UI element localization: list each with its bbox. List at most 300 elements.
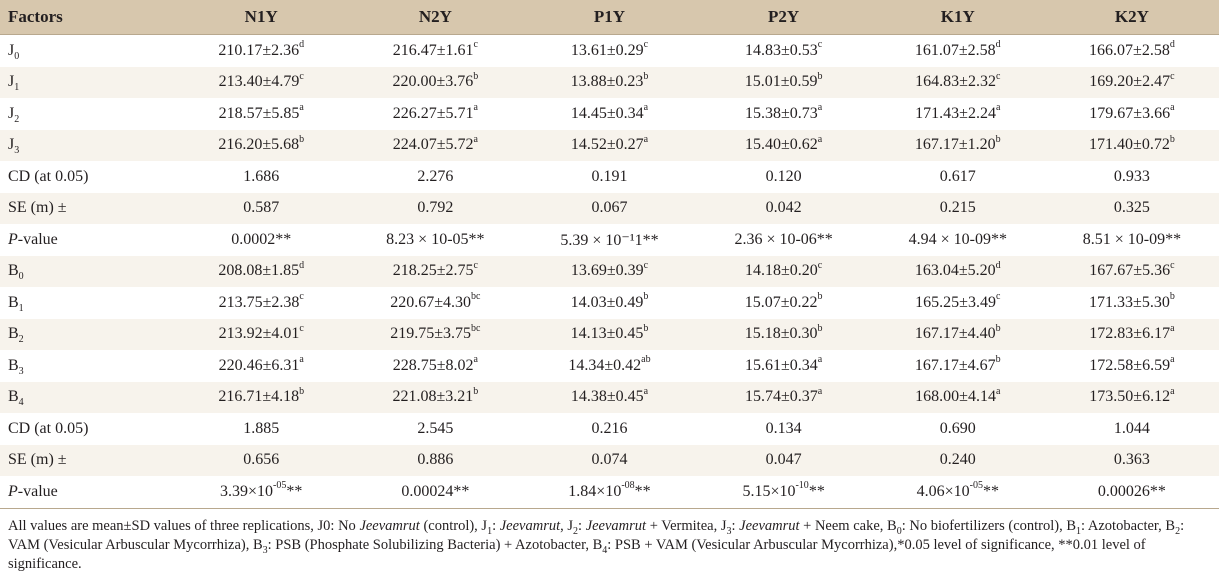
factor-subscript: 3 [18,365,24,377]
cell-value: 0.792 [417,199,454,217]
cell-value: 172.83±6.17 [1089,325,1171,343]
cell-value: 168.00±4.14 [915,388,996,406]
value-cell [697,350,871,382]
footnote-text: 2 [573,525,579,537]
cell-value: 220.46±6.31 [218,356,300,374]
cell-superscript: bc [471,291,481,303]
cell-value: 226.27±5.71 [392,104,474,122]
value-cell [1045,130,1219,162]
value-cell [348,287,522,319]
cell-value: 14.03±0.49 [570,293,644,311]
footnote-text: : [731,517,740,534]
cell-superscript: a [473,133,478,145]
cell-value: 216.20±5.68 [218,136,300,154]
factor-label: SE (m) ± [8,451,67,469]
table-row [0,476,1219,508]
cell-value: 220.00±3.76 [392,73,474,91]
cell-value: 164.83±2.32 [915,73,996,91]
value-cell [522,350,696,382]
cell-superscript: a [473,102,478,114]
cell-value: 13.88±0.23 [570,73,644,91]
cell-superscript: a [1170,354,1175,366]
value-cell [174,350,348,382]
cell-value: 169.20±2.47 [1089,73,1171,91]
footnote-text: : Azotobacter, B [1081,517,1176,534]
factor-cell [0,256,174,288]
footnote-text: : PSB + VAM (Vesicular Arbuscular Mycorrhiza),*0.05 level of significance, **0.01 level of significance. [8,536,1146,572]
factor-cell [0,287,174,319]
value-cell [348,224,522,256]
footnote-text: Jeevamrut [499,517,561,534]
factor-cell [0,193,174,225]
cell-value: 228.75±8.02 [392,356,474,374]
cell-value: 4.06×10 [916,482,970,500]
value-cell [522,35,696,67]
cell-value: 165.25±3.49 [915,293,996,311]
footnote-text: : PSB (Phosphate Solubilizing Bacteria) + Azotobacter, B [267,536,603,553]
cell-value: 0.0002** [231,230,292,248]
table-row [0,413,1219,445]
table-row [0,287,1219,319]
value-cell [1045,35,1219,67]
value-cell [522,287,696,319]
value-cell [1045,413,1219,445]
cell-suffix: ** [634,482,651,500]
factor-label: B [8,356,19,374]
value-cell [1045,319,1219,351]
cell-superscript: d [995,259,1001,271]
factor-label: J [8,104,15,122]
value-cell [174,161,348,193]
footnote-text: : [578,517,586,534]
footnote-text: : VAM (Vesicular Arbuscular Mycorrhiza), B [8,517,1185,553]
cell-value: 171.33±5.30 [1089,293,1170,311]
cell-value: 3.39×10 [220,482,274,500]
value-cell [871,287,1045,319]
value-cell [348,382,522,414]
cell-value: 0.042 [765,199,802,217]
cell-superscript: c [1170,70,1175,82]
value-cell [697,67,871,99]
factor-italic: P [8,482,18,500]
cell-superscript: d [995,39,1001,51]
value-cell [697,98,871,130]
table-row [0,382,1219,414]
value-cell [697,413,871,445]
cell-superscript: a [643,102,649,114]
cell-superscript: c [299,291,304,303]
cell-value: 15.40±0.62 [745,136,818,154]
value-cell [1045,445,1219,477]
value-cell [174,476,348,508]
cell-value: 0.690 [939,419,976,437]
cell-superscript: b [643,291,649,303]
cell-value: 0.240 [939,451,976,469]
cell-value: 210.17±2.36 [218,41,300,59]
table-footnote [0,509,1219,574]
value-cell [522,319,696,351]
value-cell [871,67,1045,99]
value-cell [697,382,871,414]
cell-superscript: c [995,70,1001,82]
cell-superscript: d [299,39,305,51]
factor-cell [0,224,174,256]
cell-suffix: ** [286,482,303,500]
footnote-text: 3 [726,525,732,537]
factor-cell [0,98,174,130]
table-row [0,98,1219,130]
value-cell [174,130,348,162]
cell-superscript: b [1169,291,1175,303]
value-cell [871,382,1045,414]
cell-value: 14.83±0.53 [745,41,818,59]
factor-label: J [8,41,15,59]
cell-value: 173.50±6.12 [1089,388,1171,406]
cell-value: 163.04±5.20 [914,262,996,280]
cell-value: 0.617 [939,167,976,185]
cell-value: 218.25±2.75 [392,262,474,280]
factor-cell [0,35,174,67]
cell-value: 0.067 [591,199,628,217]
value-cell [1045,193,1219,225]
cell-superscript: c [643,259,649,271]
value-cell [871,256,1045,288]
footnote-text: , J [560,517,574,534]
table-row [0,256,1219,288]
factor-label: CD (at 0.05) [8,419,89,437]
value-cell [174,256,348,288]
cell-superscript: b [643,322,649,334]
factor-label: CD (at 0.05) [8,167,89,185]
value-cell [697,130,871,162]
cell-superscript: b [995,322,1001,334]
cell-superscript: b [299,133,305,145]
cell-value: 5.39 × 10⁻¹1** [560,231,659,249]
table-row [0,67,1219,99]
column-header-n2y: N2Y [348,0,522,35]
value-cell [348,476,522,508]
factor-italic: P [8,230,18,248]
cell-value: 0.215 [939,199,976,217]
footnote-text: 3 [262,544,268,556]
table-body [0,35,1219,509]
cell-superscript: a [1170,322,1175,334]
value-cell [871,130,1045,162]
cell-value: 0.00024** [401,482,470,500]
factor-subscript: 1 [14,82,20,94]
footnote-text: : No biofertilizers (control), B [901,517,1077,534]
factor-cell [0,319,174,351]
value-cell [522,98,696,130]
cell-value: 0.325 [1113,199,1150,217]
cell-value: 13.69±0.39 [570,262,644,280]
cell-superscript: a [995,385,1001,397]
cell-superscript: c [817,259,823,271]
cell-value: 0.120 [765,167,802,185]
cell-value: 0.363 [1113,451,1150,469]
factor-label: B [8,388,19,406]
cell-value: 166.07±2.58 [1089,41,1170,59]
value-cell [174,35,348,67]
value-cell [697,287,871,319]
footnote-text: + Neem cake, B [799,517,897,534]
cell-value: 0.933 [1113,167,1150,185]
factor-subscript: 3 [14,145,20,157]
cell-superscript: b [995,133,1001,145]
value-cell [697,476,871,508]
value-cell [697,256,871,288]
factor-subscript: 0 [18,271,24,283]
cell-value: 4.94 × 10-09** [908,230,1007,248]
cell-value: 220.67±4.30 [390,293,472,311]
cell-value: 216.71±4.18 [218,388,300,406]
value-cell [1045,161,1219,193]
value-cell [522,382,696,414]
cell-value: 213.40±4.79 [218,73,300,91]
value-cell [871,224,1045,256]
cell-value: 15.07±0.22 [744,293,818,311]
cell-value: 0.074 [591,451,628,469]
factor-cell [0,413,174,445]
cell-value: 14.34±0.42 [568,356,642,374]
cell-superscript: b [1169,133,1175,145]
cell-value: 213.92±4.01 [218,325,300,343]
value-cell [522,413,696,445]
factor-subscript: 0 [14,50,20,62]
cell-value: 167.17±4.67 [914,356,996,374]
value-cell [697,193,871,225]
value-cell [697,161,871,193]
footnote-text: 1 [1076,525,1082,537]
value-cell [348,130,522,162]
factor-cell [0,350,174,382]
cell-superscript: a [817,102,823,114]
column-header-n1y: N1Y [174,0,348,35]
cell-value: 15.01±0.59 [744,73,818,91]
table-row [0,161,1219,193]
value-cell [348,35,522,67]
factor-cell [0,130,174,162]
cell-value: 218.57±5.85 [218,104,300,122]
cell-superscript: a [1170,102,1175,114]
footnote-text: 2 [1175,525,1181,537]
value-cell [348,350,522,382]
footnote-text: 1 [487,525,493,537]
factor-cell [0,161,174,193]
column-header-p1y: P1Y [522,0,696,35]
cell-superscript: c [299,70,304,82]
value-cell [174,445,348,477]
cell-superscript: c [817,39,823,51]
value-cell [697,319,871,351]
cell-superscript: b [473,385,479,397]
factor-label: -value [17,230,58,248]
cell-superscript: c [643,39,649,51]
cell-value: 1.885 [243,419,280,437]
value-cell [522,67,696,99]
table-row [0,445,1219,477]
factor-cell [0,445,174,477]
cell-value: 0.00026** [1097,482,1166,500]
cell-value: 15.61±0.34 [745,356,818,374]
column-header-k1y: K1Y [871,0,1045,35]
factor-cell [0,382,174,414]
factor-label: J [8,73,15,91]
cell-value: 0.587 [243,199,280,217]
cell-superscript: b [817,70,823,82]
footnote-text: Jeevamrut [739,517,800,534]
value-cell [1045,67,1219,99]
cell-value: 171.40±0.72 [1089,136,1170,154]
value-cell [348,98,522,130]
value-cell [1045,256,1219,288]
cell-superscript: a [1170,385,1175,397]
value-cell [871,445,1045,477]
value-cell [348,193,522,225]
cell-superscript: c [473,259,478,271]
table-row [0,224,1219,256]
cell-superscript: a [299,102,304,114]
value-cell [697,445,871,477]
cell-superscript: a [995,102,1001,114]
cell-superscript: b [473,70,479,82]
cell-value: 167.17±1.20 [914,136,996,154]
cell-value: 208.08±1.85 [218,262,300,280]
value-cell [871,161,1045,193]
value-cell [1045,382,1219,414]
value-cell [174,319,348,351]
value-cell [348,445,522,477]
footnote-text: All values are mean±SD values of three replications, J0: No [8,517,360,534]
value-cell [871,350,1045,382]
footnote-text: Jeevamrut [359,517,420,534]
cell-superscript: b [817,322,823,334]
cell-superscript: -08 [621,480,635,492]
value-cell [1045,224,1219,256]
value-cell [522,193,696,225]
factor-subscript: 4 [18,397,24,409]
cell-value: 216.47±1.61 [392,41,474,59]
cell-value: 161.07±2.58 [914,41,996,59]
value-cell [174,193,348,225]
footnote-text: 0 [896,525,902,537]
cell-value: 0.216 [591,419,628,437]
value-cell [1045,476,1219,508]
value-cell [348,161,522,193]
cell-value: 0.656 [243,451,280,469]
footnote-text: + Vermitea, J [646,517,727,534]
value-cell [348,256,522,288]
value-cell [522,161,696,193]
cell-value: 0.047 [765,451,802,469]
factor-subscript: 2 [14,113,20,125]
cell-value: 15.74±0.37 [745,388,818,406]
value-cell [871,98,1045,130]
cell-value: 2.545 [417,419,454,437]
cell-value: 224.07±5.72 [392,136,474,154]
cell-superscript: b [817,291,823,303]
cell-superscript: -05 [273,480,287,492]
cell-value: 14.52±0.27 [570,136,644,154]
value-cell [348,319,522,351]
cell-superscript: a [643,133,649,145]
table-row [0,130,1219,162]
cell-suffix: ** [808,482,825,500]
cell-superscript: a [817,354,823,366]
cell-value: 2.276 [417,167,454,185]
value-cell [174,224,348,256]
cell-superscript: a [643,385,649,397]
value-cell [174,382,348,414]
value-cell [174,287,348,319]
cell-superscript: c [1170,259,1175,271]
cell-value: 1.686 [243,167,280,185]
table-row [0,35,1219,67]
value-cell [871,35,1045,67]
footnote-text: Jeevamrut [585,517,647,534]
factor-label: B [8,325,19,343]
cell-value: 15.38±0.73 [745,104,818,122]
factor-cell [0,67,174,99]
column-header-p2y: P2Y [697,0,871,35]
cell-value: 179.67±3.66 [1089,104,1171,122]
factor-subscript: 1 [18,302,24,314]
cell-value: 5.15×10 [742,482,796,500]
value-cell [174,98,348,130]
cell-value: 13.61±0.29 [570,41,644,59]
cell-value: 172.58±6.59 [1089,356,1171,374]
cell-value: 14.45±0.34 [570,104,644,122]
factor-label: J [8,136,15,154]
value-cell [1045,287,1219,319]
value-cell [174,67,348,99]
cell-value: 0.886 [417,451,454,469]
table-row [0,193,1219,225]
cell-value: 8.23 × 10-05** [386,230,485,248]
cell-value: 167.17±4.40 [914,325,996,343]
footnote-text: 4 [602,544,608,556]
cell-superscript: c [299,322,304,334]
cell-value: 0.191 [591,167,628,185]
cell-value: 14.38±0.45 [570,388,644,406]
cell-superscript: c [995,291,1001,303]
cell-value: 15.18±0.30 [744,325,818,343]
cell-superscript: b [995,354,1001,366]
value-cell [174,413,348,445]
cell-superscript: ab [641,354,651,366]
value-cell [871,413,1045,445]
factor-label: B [8,293,19,311]
cell-superscript: a [817,133,823,145]
column-header-k2y: K2Y [1045,0,1219,35]
cell-value: 167.67±5.36 [1089,262,1171,280]
value-cell [871,319,1045,351]
cell-suffix: ** [982,482,999,500]
cell-superscript: b [299,385,305,397]
cell-superscript: -10 [795,480,809,492]
factor-label: -value [17,482,58,500]
factor-label: B [8,262,19,280]
value-cell [348,67,522,99]
value-cell [697,35,871,67]
table-row [0,350,1219,382]
value-cell [697,224,871,256]
value-cell [348,413,522,445]
header-row [0,0,1219,35]
value-cell [522,256,696,288]
cell-superscript: d [1169,39,1175,51]
cell-superscript: c [473,39,478,51]
